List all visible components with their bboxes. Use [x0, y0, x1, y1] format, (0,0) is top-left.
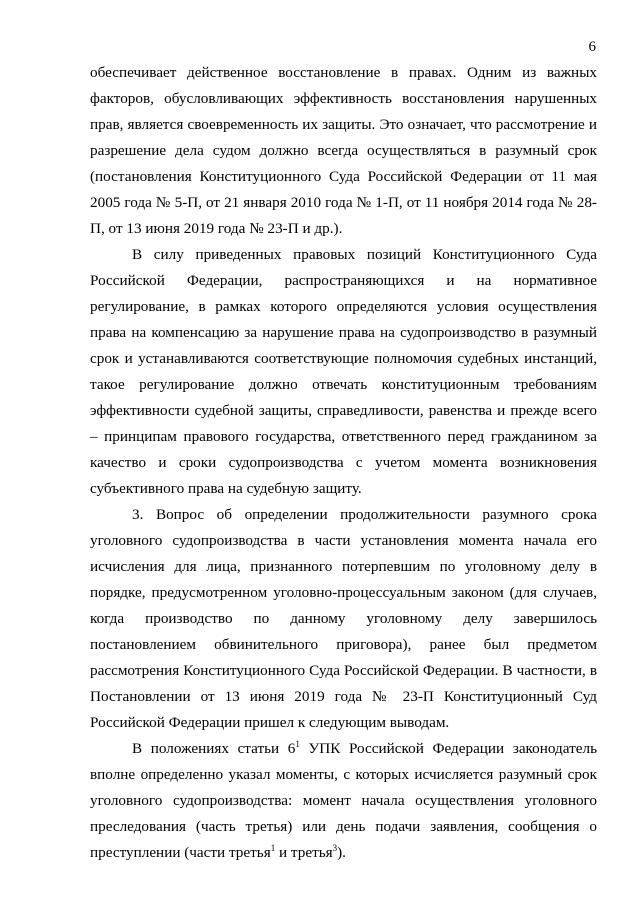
- paragraph-4-text: В положениях статьи 6: [132, 740, 296, 757]
- superscript-marker: 3: [332, 843, 338, 853]
- document-body: [90, 60, 597, 866]
- paragraph-1: обеспечивает действенное восстановление в правах. Одним из важных факторов, обусловливающих эффективность восстановления нарушенных прав, является своевременность их защиты. Это означает, что рассмотрение и разрешение дела судом должно всегда осуществляться в разумный срок (постановления Конституционного Суда Российской Федерации от 11 мая 2005 года № 5-П, от 21 января 2010 года № 1-П, от 11 ноября 2014 года № 28-П, от 13 июня 2019 года № 23-П и др.).: [90, 64, 597, 237]
- paragraph-4: [90, 736, 597, 866]
- paragraph-4-text: и третья: [275, 844, 333, 861]
- superscript-marker: 1: [295, 739, 300, 749]
- paragraph-2: В силу приведенных правовых позиций Конституционного Суда Российской Федерации, распространяющихся и на нормативное регулирование, в рамках которого определяются условия осуществления права на компенсацию за нарушение права на судопроизводство в разумный срок и устанавливаются соответствующие полномочия судебных инстанций, такое регулирование должно отвечать конституционным требованиям эффективности судебной защиты, справедливости, равенства и прежде всего – принципам правового государства, ответственного перед гражданином за качество и сроки судопроизводства с учетом момента возникновения субъективного права на судебную защиту.: [90, 246, 597, 497]
- paragraph-3: 3. Вопрос об определении продолжительности разумного срока уголовного судопроизводства в части установления момента начала его исчисления для лица, признанного потерпевшим по уголовному делу в порядке, предусмотренном уголовно-процессуальным законом (для случаев, когда производство по данному уголовному делу завершилось постановлением обвинительного приговора), ранее был предметом рассмотрения Конституционного Суда Российской Федерации. В частности, в Постановлении от 13 июня 2019 года № 23-П Конституционный Суд Российской Федерации пришел к следующим выводам.: [90, 506, 597, 731]
- page-number: 6: [588, 39, 596, 55]
- superscript-marker: 1: [270, 843, 276, 853]
- paragraph-4-text: УПК Российской Федерации законодатель вполне определенно указал моменты, с которых исчисляется разумный срок уголовного судопроизводства: момент начала осуществления уголовного преследования (часть третья) или день подачи заявления, сообщения о преступлении (части третья: [90, 740, 597, 861]
- paragraph-4-text: ).: [337, 844, 346, 861]
